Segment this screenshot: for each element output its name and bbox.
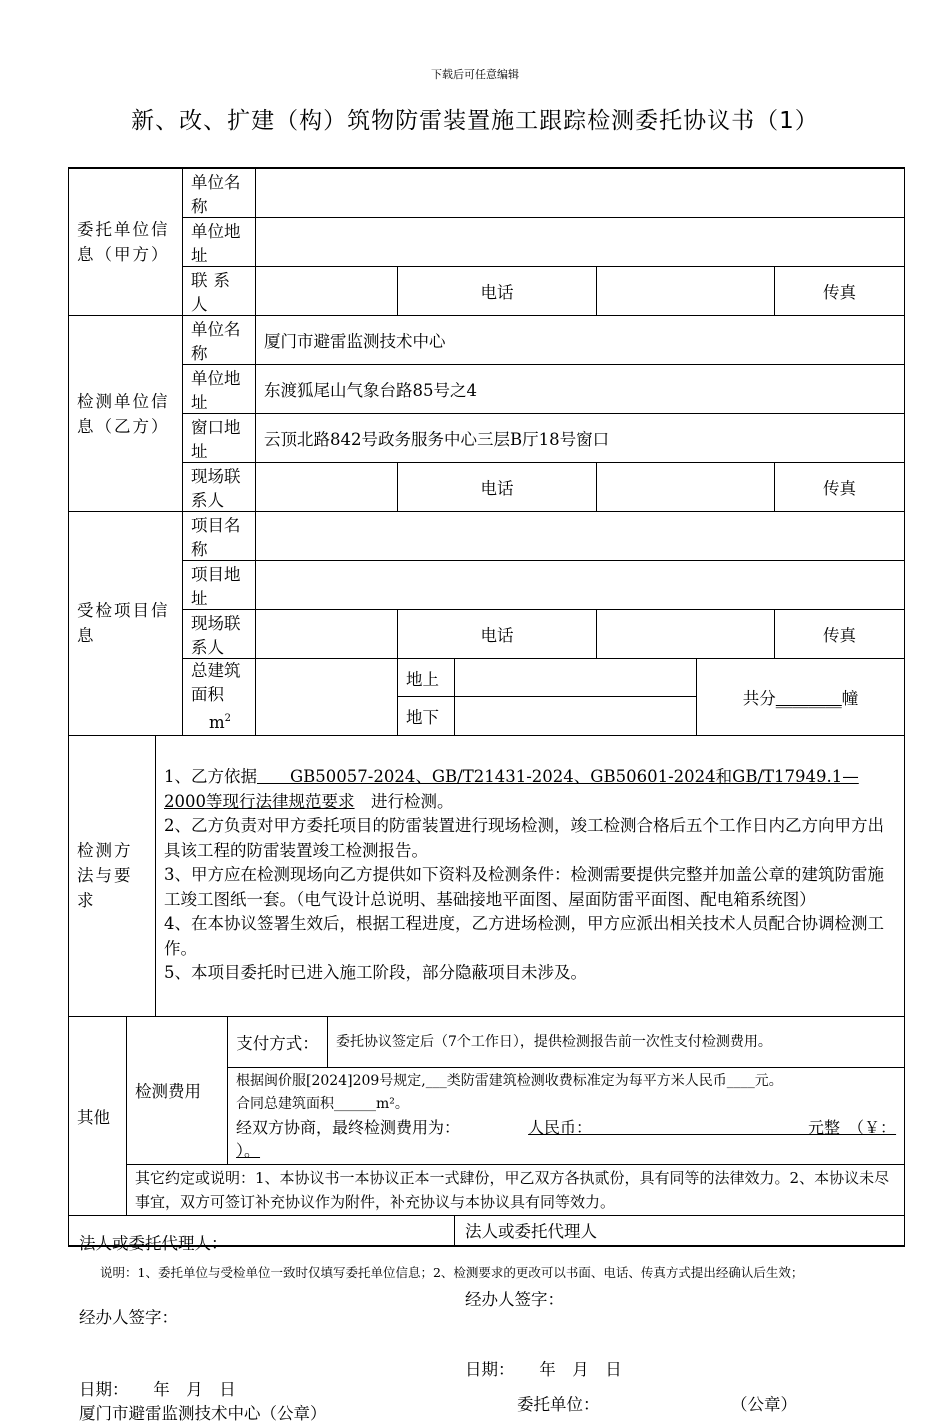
right-client-unit: 委托单位： — [517, 1394, 600, 1414]
tester-site-contact-field[interactable] — [256, 463, 398, 512]
project-fax-label: 传真 — [775, 610, 905, 659]
project-address-field[interactable] — [256, 561, 905, 610]
project-phone-label: 电话 — [398, 610, 597, 659]
client-section-label: 委托单位信息（甲方） — [69, 168, 183, 316]
client-fax-label: 传真 — [775, 267, 905, 316]
project-site-contact-field[interactable] — [256, 610, 398, 659]
project-phone-field[interactable] — [597, 610, 775, 659]
method-section-label: 检测方法与要求 — [69, 735, 156, 1016]
right-legal-rep: 法人或委托代理人 — [465, 1221, 598, 1241]
client-phone-field[interactable] — [597, 267, 775, 316]
above-ground-field[interactable] — [455, 659, 697, 697]
client-unit-name-field[interactable] — [256, 168, 905, 218]
fee-details — [228, 1067, 905, 1164]
fee-label: 检测费用 — [127, 1016, 228, 1164]
below-ground-field[interactable] — [455, 697, 697, 735]
requirement-3: 3、甲方应在检测现场向乙方提供如下资料及检测条件：检测需要提供完整并加盖公章的建筑防雷施工竣工图纸一套。（电气设计总说明、基础接地平面图、屋面防雷平面图、配电箱系统图） — [164, 865, 884, 909]
left-handler-signature[interactable]: 经办人签字： — [79, 1307, 178, 1327]
signature-right — [455, 1215, 905, 1414]
tester-unit-name-value: 厦门市避雷监测技术中心 — [256, 316, 905, 365]
client-unit-address-label: 单位地址 — [183, 218, 256, 267]
other-section-label: 其他 — [69, 1016, 127, 1215]
tester-window-value: 云顶北路842号政务服务中心三层B厅18号窗口 — [256, 414, 905, 463]
building-count — [697, 659, 905, 736]
footer-note: 说明：1、委托单位与受检单位一致时仅填写委托单位信息；2、检测要求的更改可以书面、电话、传真方式提出经确认后生效； — [100, 1265, 804, 1280]
project-name-label: 项目名称 — [183, 512, 256, 561]
requirement-4: 4、在本协议签署生效后，根据工程进度，乙方进场检测，甲方应派出相关技术人员配合协调检测工作。 — [164, 914, 884, 958]
requirement-5: 5、本项目委托时已进入施工阶段，部分隐蔽项目未涉及。 — [164, 963, 587, 983]
client-unit-name-label: 单位名称 — [183, 168, 256, 218]
project-address-label: 项目地址 — [183, 561, 256, 610]
tester-fax-label: 传真 — [775, 463, 905, 512]
title-part-a: 新、改、扩建（构）筑物防雷装置施工跟踪检测 — [131, 108, 636, 134]
tester-unit-address-label: 单位地址 — [183, 365, 256, 414]
right-handler-signature[interactable]: 经办人签字： — [465, 1289, 565, 1309]
method-requirements — [156, 735, 905, 1016]
tester-unit-name-label: 单位名称 — [183, 316, 256, 365]
payment-method-label: 支付方式： — [228, 1016, 328, 1067]
fee-line-4: ）。 — [236, 1140, 261, 1160]
total-area-unit-sup: 2 — [224, 713, 232, 724]
project-name-field[interactable] — [256, 512, 905, 561]
building-count-prefix: 共分 — [742, 688, 776, 708]
misc-notes: 其它约定或说明：1、本协议书一本协议正本一式肆份，甲乙双方各执贰份，具有同等的法律效力。2、本协议未尽事宜，双方可签订补充协议作为附件，补充协议与本协议具有同等效力。 — [127, 1164, 905, 1215]
title-part-b: 委托协议书（1） — [635, 108, 819, 134]
tester-section-label: 检测单位信息（乙方） — [69, 316, 183, 512]
client-contact-label: 联系人 — [183, 267, 256, 316]
tester-phone-label: 电话 — [398, 463, 597, 512]
building-count-blank[interactable]: ________ — [775, 688, 842, 708]
payment-method-text: 委托协议签定后（7个工作日），提供检测报告前一次性支付检测费用。 — [328, 1016, 905, 1067]
right-seal: （公章） — [731, 1394, 798, 1414]
fee-line-2: 合同总建筑面积______m²。 — [236, 1095, 409, 1112]
above-ground-label: 地上 — [398, 659, 455, 697]
total-area-text: 总建筑面积 — [191, 661, 241, 704]
total-area-field[interactable] — [256, 659, 398, 736]
left-legal-rep: 法人或委托代理人： — [79, 1233, 228, 1253]
client-unit-address-field[interactable] — [256, 218, 905, 267]
right-date: 日期： 年 月 日 — [465, 1359, 622, 1379]
project-section-label: 受检项目信息 — [69, 512, 183, 736]
tester-phone-field[interactable] — [597, 463, 775, 512]
fee-line-1: 根据闽价服[2024]209号规定,___类防雷建筑检测收费标准定为每平方米人民币____元。 — [236, 1072, 783, 1089]
building-count-suffix: 幢 — [841, 688, 859, 708]
project-site-contact-label: 现场联系人 — [183, 610, 256, 659]
left-date: 日期： 年 月 日 — [79, 1379, 236, 1399]
tester-window-label: 窗口地址 — [183, 414, 256, 463]
client-contact-field[interactable] — [256, 267, 398, 316]
tester-unit-address-value: 东渡狐尾山气象台路85号之4 — [256, 365, 905, 414]
total-area-label — [183, 659, 256, 736]
client-phone-label: 电话 — [398, 267, 597, 316]
top-note: 下载后可任意编辑 — [431, 68, 519, 81]
fee-line-3: 经双方协商，最终检测费用为： 人民币： 元整 （￥： — [236, 1117, 897, 1137]
requirement-1: 1、乙方依据 GB50057-2024、GB/T21431-2024、GB50601-2024和GB/T17949.1—2000等现行法律规范要求 进行检测。 — [164, 767, 859, 811]
document-title — [0, 102, 950, 135]
below-ground-label: 地下 — [398, 697, 455, 735]
requirement-2: 2、乙方负责对甲方委托项目的防雷装置进行现场检测，竣工检测合格后五个工作日内乙方向甲方出具该工程的防雷装置竣工检测报告。 — [164, 816, 884, 860]
total-area-unit: m — [209, 712, 225, 732]
tester-site-contact-label: 现场联系人 — [183, 463, 256, 512]
left-seal: 厦门市避雷监测技术中心（公章） — [79, 1403, 327, 1423]
